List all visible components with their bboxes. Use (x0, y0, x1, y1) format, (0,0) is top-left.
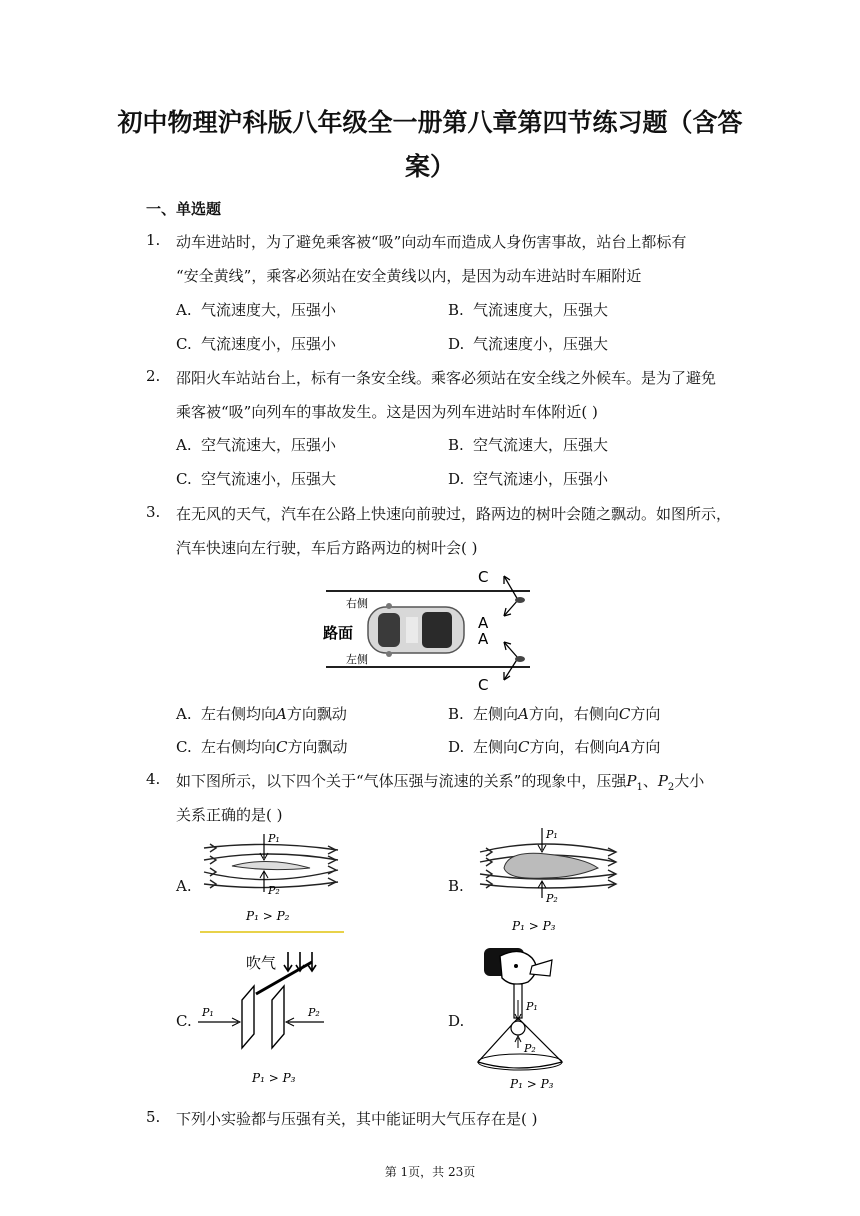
q4-label-b: B. (448, 877, 464, 895)
question-1-number: 1. (146, 231, 161, 249)
option-text: 气流速度小，压强小 (201, 335, 337, 353)
q4-label-c: C. (176, 1012, 192, 1030)
option-label: A. (176, 301, 192, 319)
p2-subscript: 2 (667, 782, 675, 793)
option-label: D. (448, 470, 465, 488)
option-label: C. (176, 335, 192, 353)
p1-symbol: P (626, 772, 637, 790)
option-var: A (619, 738, 631, 756)
question-3-line1: 在无风的天气，汽车在公路上快速向前驶过，路两边的树叶会随之飘动。如图所示， (176, 505, 732, 523)
option-label: C. (176, 738, 192, 756)
question-5-number: 5. (146, 1108, 161, 1126)
option-text: 气流速度大，压强小 (201, 301, 337, 319)
option-text-mid: 方向，右侧向 (529, 738, 620, 756)
direction-c-top: C (478, 568, 489, 586)
page-footer: 第 1页，共 23页 (384, 1165, 476, 1179)
q2-option-c (176, 468, 336, 489)
road-label: 路面 (323, 624, 354, 642)
option-text-mid: 方向飘动 (287, 738, 348, 756)
q3-option-c (176, 736, 348, 757)
option-text-post: 方向 (630, 738, 661, 756)
paper-sheets (242, 962, 312, 1048)
option-label: A. (176, 705, 192, 723)
person-head-icon (484, 948, 552, 984)
fig-a-p2: P₂ (268, 884, 280, 897)
option-var: A (276, 705, 287, 723)
option-text-mid: 方向飘动 (286, 705, 347, 723)
fig-a-relation: P₁ > P₂ (246, 909, 290, 923)
q3-option-a (176, 703, 347, 724)
figure-d-funnel (470, 944, 600, 1092)
option-var: C (518, 738, 530, 756)
q1-option-d (448, 333, 608, 354)
fig-b-p2: P₂ (546, 892, 558, 905)
direction-c-bottom: C (478, 676, 489, 692)
ball (511, 1021, 525, 1035)
option-text: 空气流速大，压强大 (473, 436, 609, 454)
fig-d-p2: P₂ (524, 1042, 536, 1055)
option-text: 空气流速大，压强小 (201, 436, 337, 454)
q1-option-b (448, 299, 608, 320)
option-text: 气流速度大，压强大 (473, 301, 609, 319)
q2-option-b (448, 434, 608, 455)
figure-b-airfoil (474, 826, 624, 936)
section-heading: 一、单选题 (146, 200, 222, 218)
right-side-label: 右侧 (346, 597, 368, 610)
question-2-line2: 乘客被“吸”向列车的事故发生。这是因为列车进站时车体附近( ) (176, 403, 598, 421)
figure-c-blowing (196, 948, 346, 1088)
p2-symbol: P (657, 772, 668, 790)
option-text: 空气流速小，压强大 (201, 470, 337, 488)
question-2-number: 2. (146, 367, 161, 385)
option-label: B. (448, 301, 464, 319)
fig-c-p2: P₂ (308, 1006, 320, 1019)
question-1-line1: 动车进站时，为了避免乘客被“吸”向动车而造成人身伤害事故，站台上都标有 (176, 233, 687, 251)
q1-option-a (176, 299, 336, 320)
option-label: A. (176, 436, 192, 454)
leaf-icon (515, 597, 525, 603)
question-3-line2: 汽车快速向左行驶，车后方路两边的树叶会( ) (176, 539, 478, 557)
question-2-line1: 邵阳火车站站台上，标有一条安全线。乘客必须站在安全线之外候车。是为了避免 (176, 369, 717, 387)
question-4-number: 4. (146, 770, 161, 788)
option-var: C (276, 738, 288, 756)
q1-option-c (176, 333, 336, 354)
q3-option-d (448, 736, 660, 757)
leaf-icon (515, 656, 525, 662)
option-text-post: 方向 (630, 705, 661, 723)
q3-option-b (448, 703, 660, 724)
option-text-pre: 左右侧均向 (201, 705, 277, 723)
option-text-mid: 方向，右侧向 (528, 705, 619, 723)
option-text: 气流速度小，压强大 (473, 335, 609, 353)
option-text-pre: 左侧向 (473, 738, 519, 756)
fig-c-p1: P₁ (202, 1006, 214, 1019)
option-text-pre: 左侧向 (473, 705, 519, 723)
q2-option-a (176, 434, 336, 455)
question-4-line2: 关系正确的是( ) (176, 806, 283, 824)
road-car-figure (318, 562, 540, 692)
question-5-line1: 下列小实验都与压强有关，其中能证明大气压存在是( ) (176, 1110, 538, 1128)
fig-d-p1: P₁ (526, 1000, 538, 1013)
option-label: C. (176, 470, 192, 488)
option-text: 空气流速小，压强小 (473, 470, 609, 488)
page-title-line2: 案） (404, 152, 455, 181)
car-icon (368, 603, 464, 657)
q2-option-d (448, 468, 608, 489)
left-side-label: 左侧 (346, 653, 368, 666)
option-var: C (618, 705, 631, 723)
q4-label-d: D. (448, 1012, 465, 1030)
option-var: A (518, 705, 529, 723)
q4-text-post: 大小 (674, 772, 705, 790)
option-label: B. (448, 436, 464, 454)
fig-b-relation: P₁ > P₃ (512, 919, 556, 933)
option-label: B. (448, 705, 464, 723)
p1-subscript: 1 (636, 782, 643, 793)
q4-text-pre: 如下图所示，以下四个关于“气体压强与流速的关系”的现象中，压强 (176, 772, 627, 790)
q4-label-a: A. (176, 877, 192, 895)
fig-d-relation: P₁ > P₃ (510, 1077, 554, 1091)
question-1-line2: “安全黄线”，乘客必须站在安全黄线以内，是因为动车进站时车厢附近 (176, 267, 642, 285)
option-label: D. (448, 738, 465, 756)
figure-a-airfoil (198, 828, 348, 938)
fig-a-p1: P₁ (268, 832, 280, 845)
direction-a-upper: A (478, 614, 489, 632)
page-title-line1: 初中物理沪科版八年级全一册第八章第四节练习题（含答 (117, 108, 743, 137)
option-label: D. (448, 335, 465, 353)
blow-label: 吹气 (246, 954, 277, 972)
fig-b-p1: P₁ (546, 828, 558, 841)
direction-a-lower: A (478, 630, 489, 648)
option-text-pre: 左右侧均向 (201, 738, 277, 756)
question-4-line1 (176, 770, 704, 793)
q4-sep: 、 (642, 772, 658, 790)
fig-c-relation: P₁ > P₃ (252, 1071, 296, 1085)
question-3-number: 3. (146, 503, 161, 521)
